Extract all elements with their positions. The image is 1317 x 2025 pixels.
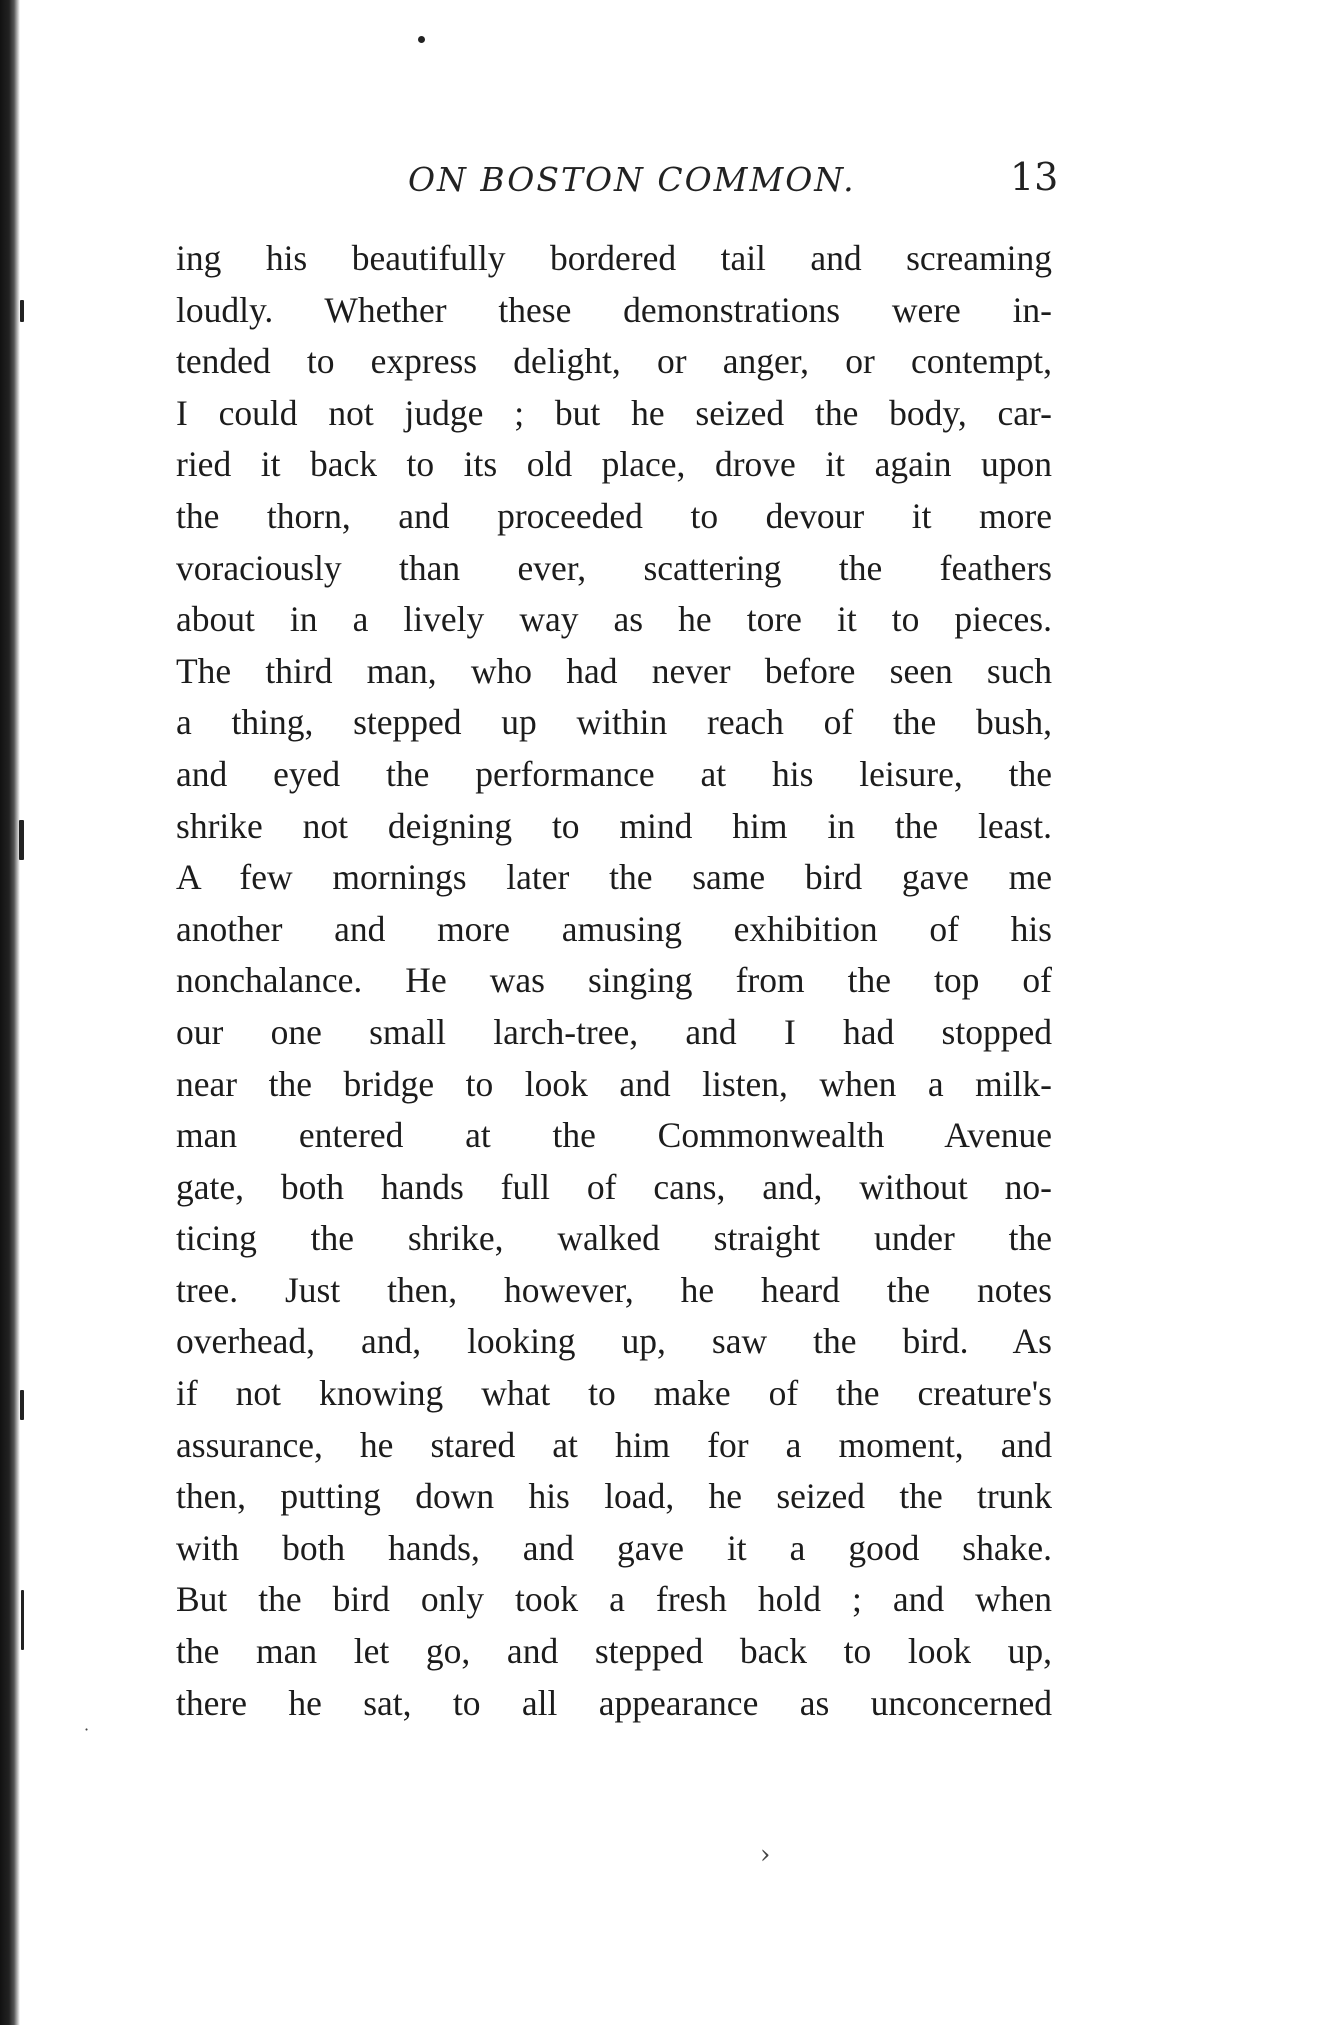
text-line: tended to express delight, or anger, or contempt, [176, 341, 1052, 382]
binding-edge [0, 0, 20, 2025]
text-line: if not knowing what to make of the creature's [176, 1373, 1052, 1414]
text-line: then, putting down his load, he seized the trunk [176, 1476, 1052, 1517]
page-number: 13 [1010, 155, 1059, 199]
text-line: ried it back to its old place, drove it again upon [176, 444, 1052, 485]
text-line: nonchalance. He was singing from the top of [176, 960, 1052, 1001]
stray-mark: › [760, 1840, 771, 1870]
binding-speck [19, 820, 24, 860]
text-line: about in a lively way as he tore it to pieces. [176, 599, 1052, 640]
text-line: assurance, he stared at him for a moment, and [176, 1424, 1052, 1465]
text-line: overhead, and, looking up, saw the bird. As [176, 1321, 1052, 1362]
text-line: there he sat, to all appearance as unconcerned [176, 1682, 1052, 1723]
text-line: I could not judge ; but he seized the body, car- [176, 392, 1052, 433]
text-line: shrike not deigning to mind him in the least. [176, 805, 1052, 846]
text-line: with both hands, and gave it a good shake. [176, 1527, 1052, 1568]
text-line: the man let go, and stepped back to look up, [176, 1631, 1052, 1672]
text-line: tree. Just then, however, he heard the notes [176, 1269, 1052, 1310]
text-line: ing his beautifully bordered tail and screaming [176, 238, 1052, 278]
text-line: But the bird only took a fresh hold ; and when [176, 1579, 1052, 1620]
text-line: The third man, who had never before seen such [176, 650, 1052, 691]
text-line: the thorn, and proceeded to devour it more [176, 495, 1052, 536]
text-line: another and more amusing exhibition of his [176, 908, 1052, 949]
stray-dot: · [84, 1720, 90, 1739]
text-line: man entered at the Commonwealth Avenue [176, 1115, 1052, 1156]
text-line: loudly. Whether these demonstrations were in- [176, 289, 1052, 330]
text-line: our one small larch-tree, and I had stopped [176, 1011, 1052, 1052]
running-title: ON BOSTON COMMON. [408, 160, 856, 199]
binding-speck [20, 300, 24, 322]
text-line: and eyed the performance at his leisure, the [176, 753, 1052, 794]
text-line: near the bridge to look and listen, when a milk- [176, 1063, 1052, 1104]
body-text [176, 233, 1052, 1729]
text-line: ticing the shrike, walked straight under the [176, 1218, 1052, 1259]
text-line: gate, both hands full of cans, and, without no- [176, 1166, 1052, 1207]
binding-speck [20, 1390, 24, 1420]
print-dot [418, 36, 425, 43]
text-line: a thing, stepped up within reach of the bush, [176, 702, 1052, 743]
text-line: A few mornings later the same bird gave me [176, 857, 1052, 898]
text-line: voraciously than ever, scattering the feathers [176, 547, 1052, 588]
binding-speck [21, 1590, 24, 1650]
